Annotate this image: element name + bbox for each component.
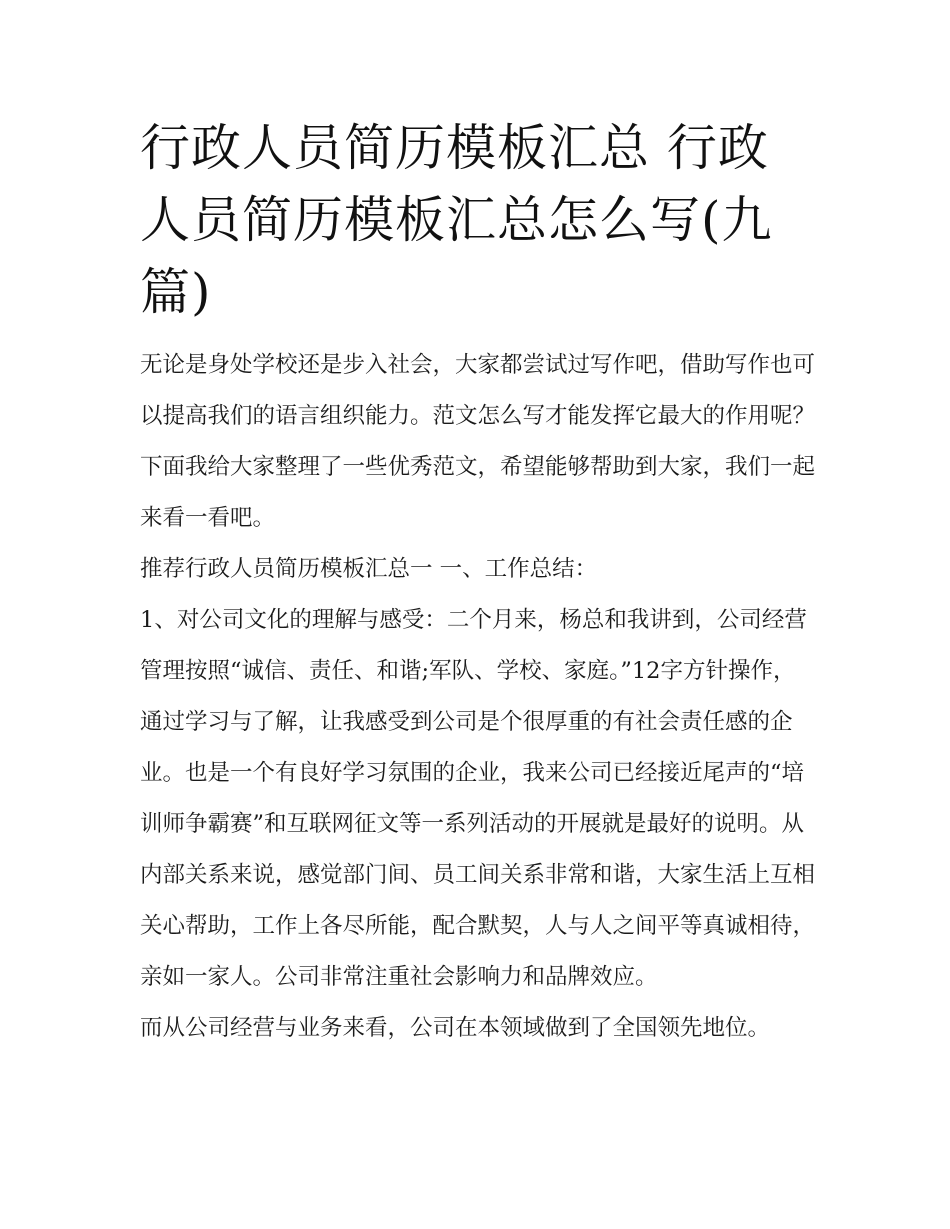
document-page — [140, 112, 815, 1054]
paragraph-section-heading: 推荐行政人员简历模板汇总一 一、工作总结： — [140, 556, 598, 582]
paragraph-business: 而从公司经营与业务来看，公司在本领域做到了全国领先地位。 — [140, 1015, 771, 1041]
paragraph-company-culture: 1、对公司文化的理解与感受：二个月来，杨总和我讲到，公司经营管理按照“诚信、责任、和谐;军队、学校、家庭。”12字方针操作，通过学习与了解，让我感受到公司是个很厚重的有社会责任感的企业。也是一个有良好学习氛围的企业，我来公司已经接近尾声的“培训师争霸赛”和互联网征文等一系列活动的开展就是最好的说明。从内部关系来说，感觉部门间、员工间关系非常和谐，大家生活上互相关心帮助，工作上各尽所能，配合默契，人与人之间平等真诚相待，亲如一家人。公司非常注重社会影响力和品牌效应。 — [140, 607, 816, 990]
paragraph-intro: 无论是身处学校还是步入社会，大家都尝试过写作吧，借助写作也可以提高我们的语言组织能力。范文怎么写才能发挥它最大的作用呢？下面我给大家整理了一些优秀范文，希望能够帮助到大家，我们一起来看一看吧。 — [140, 352, 816, 531]
document-title: 行政人员简历模板汇总 行政人员简历模板汇总怎么写(九篇) — [140, 119, 773, 321]
